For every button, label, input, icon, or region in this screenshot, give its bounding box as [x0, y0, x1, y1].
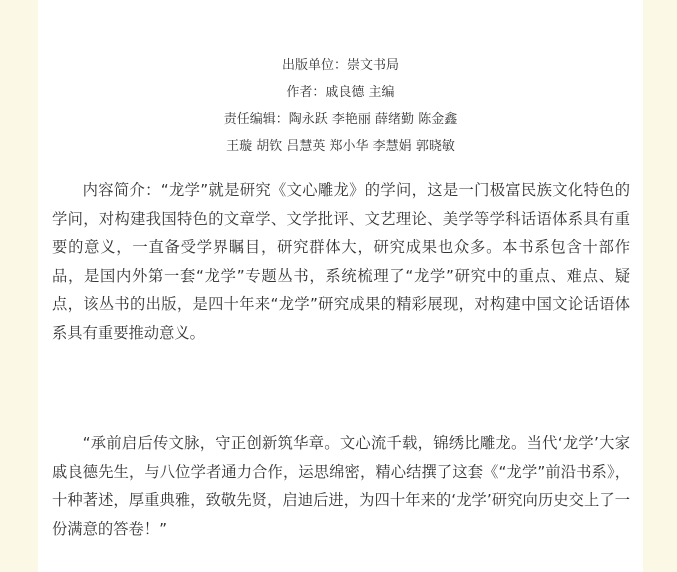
publisher-line: 出版单位：崇文书局	[281, 58, 399, 73]
author-line: 作者：戚良德 主编	[286, 85, 395, 100]
article-page	[38, 0, 643, 572]
editors-line-1: 责任编辑：陶永跃 李艳丽 薛绪勤 陈金鑫	[223, 112, 458, 127]
book-credits	[38, 52, 643, 160]
intro-paragraph: 内容简介：“龙学”就是研究《文心雕龙》的学问，这是一门极富民族文化特色的学问，对构建我国特色的文章学、文学批评、文艺理论、美学等学科话语体系具有重要的意义，一直备受学界瞩目，研究群体大，研究成果也众多。本书系包含十部作品，是国内外第一套“龙学”专题丛书，系统梳理了“龙学”研究中的重点、难点、疑点，该丛书的出版，是四十年来“龙学”研究成果的精彩展现，对构建中国文论话语体系具有重要推动意义。	[52, 181, 630, 342]
quote-paragraph: “承前启后传文脉，守正创新筑华章。文心流千载，锦绣比雕龙。当代‘龙学’大家戚良德先生，与八位学者通力合作，运思绵密，精心结撰了这套《“龙学”前沿书系》，十种著述，厚重典雅，致敬先贤，启迪后进，为四十年来的‘龙学’研究向历史交上了一份满意的答卷！”	[52, 434, 630, 538]
editors-line-2: 王璇 胡钦 吕慧英 郑小华 李慧娟 郭晓敏	[226, 139, 455, 154]
